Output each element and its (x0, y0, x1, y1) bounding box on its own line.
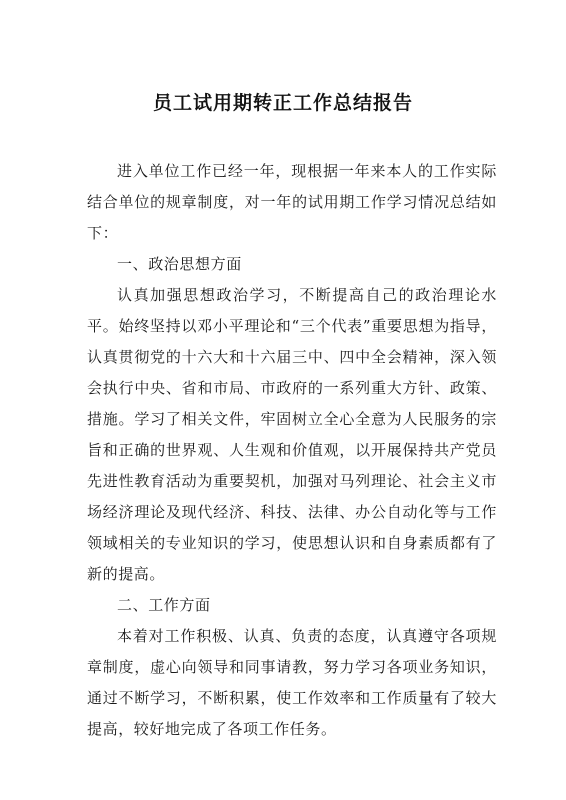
section-heading-politics: 一、政治思想方面 (117, 255, 242, 273)
section-heading-work: 二、工作方面 (117, 596, 211, 614)
document-title: 员工试用期转正工作总结报告 (152, 92, 413, 114)
document-body (87, 156, 497, 745)
politics-paragraph: 认真加强思想政治学习，不断提高自己的政治理论水平。始终坚持以邓小平理论和“三个代表”重要思想为指导，认真贯彻党的十六大和十六届三中、四中全会精神，深入领会执行中央、省和市局、市政府的一系列重大方针、政策、措施。学习了相关文件，牢固树立全心全意为人民服务的宗旨和正确的世界观、人生观和价值观，以开展保持共产党员先进性教育活动为重要契机，加强对马列理论、社会主义市场经济理论及现代经济、科技、法律、办公自动化等与工作领域相关的专业知识的学习，使思想认识和自身素质都有了新的提高。 (87, 286, 497, 583)
intro-paragraph: 进入单位工作已经一年，现根据一年来本人的工作实际结合单位的规章制度，对一年的试用期工作学习情况总结如下： (87, 162, 497, 242)
work-paragraph: 本着对工作积极、认真、负责的态度，认真遵守各项规章制度，虚心向领导和同事请教，努力学习各项业务知识，通过不断学习，不断积累，使工作效率和工作质量有了较大提高，较好地完成了各项工作任务。 (87, 627, 497, 738)
